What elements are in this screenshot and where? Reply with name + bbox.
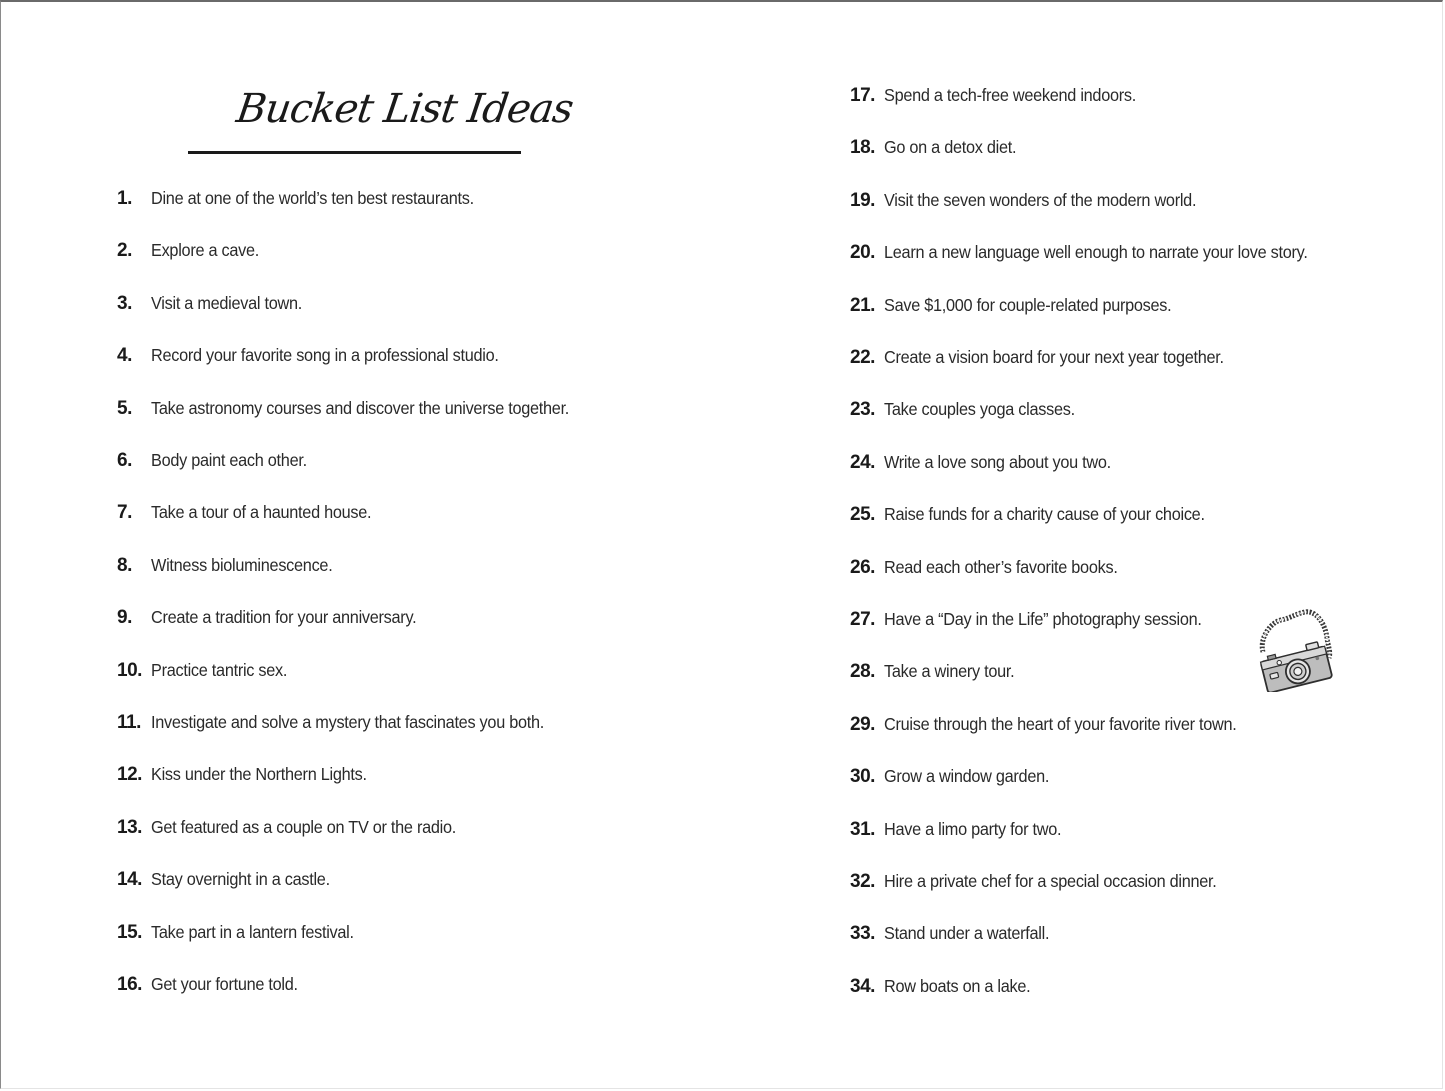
item-number: 6.: [117, 450, 132, 471]
item-text: Kiss under the Northern Lights.: [151, 764, 367, 785]
list-item: [117, 502, 388, 532]
title-underline: [188, 151, 521, 154]
item-number: 24.: [850, 451, 875, 473]
list-item: [850, 452, 1128, 482]
item-text: Investigate and solve a mystery that fascinates you both.: [151, 712, 545, 732]
item-text: Visit a medieval town.: [151, 292, 302, 313]
item-number: 4.: [117, 345, 132, 367]
item-number: 5.: [117, 397, 132, 419]
item-number: 32.: [850, 871, 875, 892]
item-number: 1.: [117, 188, 132, 209]
camera-icon: [1251, 608, 1335, 692]
item-text: Go on a detox diet.: [884, 137, 1017, 158]
list-item: [117, 922, 369, 952]
list-item: [117, 764, 383, 794]
item-number: 11.: [117, 712, 141, 733]
item-number: 19.: [850, 189, 875, 211]
list-item: [117, 555, 346, 585]
item-text: Get your fortune told.: [151, 974, 298, 994]
list-item: [850, 85, 1155, 115]
list-item: [850, 714, 1263, 744]
list-item: [850, 190, 1220, 220]
item-text: Take couples yoga classes.: [884, 399, 1075, 420]
list-item: [850, 609, 1226, 639]
list-item: [850, 295, 1193, 325]
item-text: Cruise through the heart of your favorite river town.: [884, 713, 1237, 734]
item-text: Have a limo party for two.: [884, 818, 1062, 839]
item-number: 21.: [850, 294, 875, 316]
item-number: 9.: [117, 607, 132, 629]
list-item: [117, 712, 574, 742]
item-text: Row boats on a lake.: [884, 975, 1031, 996]
item-number: 8.: [117, 554, 132, 576]
item-text: Spend a tech-free weekend indoors.: [884, 85, 1137, 105]
list-item: [117, 660, 297, 690]
item-text: Raise funds for a charity cause of your choice.: [884, 504, 1205, 525]
list-item: [117, 398, 601, 428]
item-text: Stand under a waterfall.: [884, 923, 1050, 944]
page-title: Bucket List Ideas: [233, 86, 576, 132]
list-item: [117, 607, 436, 637]
item-text: Learn a new language well enough to narrate your love story.: [884, 242, 1308, 263]
item-number: 13.: [117, 816, 142, 838]
list-item: [117, 240, 267, 270]
item-text: Explore a cave.: [151, 240, 259, 261]
list-item: [117, 974, 309, 1004]
item-number: 34.: [850, 975, 875, 997]
item-text: Visit the seven wonders of the modern world.: [884, 189, 1197, 210]
item-text: Write a love song about you two.: [884, 451, 1111, 472]
item-text: Have a “Day in the Life” photography session.: [884, 609, 1202, 629]
list-item: [117, 188, 498, 218]
item-number: 31.: [850, 818, 875, 840]
list-item: [117, 450, 319, 480]
item-text: Hire a private chef for a special occasion dinner.: [884, 871, 1217, 891]
item-text: Grow a window garden.: [884, 766, 1050, 787]
list-item: [850, 242, 1339, 272]
item-number: 20.: [850, 242, 875, 264]
item-text: Stay overnight in a castle.: [151, 869, 330, 890]
item-number: 17.: [850, 85, 875, 106]
item-number: 12.: [117, 764, 142, 786]
item-number: 3.: [117, 292, 132, 314]
list-item: [850, 661, 1024, 691]
list-item: [117, 869, 343, 899]
item-number: 7.: [117, 502, 132, 524]
item-number: 27.: [850, 609, 875, 630]
list-item: [850, 819, 1075, 849]
list-item: [850, 976, 1041, 1006]
list-item: [850, 766, 1062, 796]
item-text: Create a vision board for your next year together.: [884, 347, 1224, 367]
item-number: 10.: [117, 659, 142, 681]
item-text: Take part in a lantern festival.: [151, 921, 354, 942]
item-text: Practice tantric sex.: [151, 659, 288, 680]
item-number: 22.: [850, 347, 875, 368]
item-text: Read each other’s favorite books.: [884, 556, 1118, 577]
list-item: [850, 399, 1089, 429]
item-number: 14.: [117, 869, 142, 891]
list-item: [117, 817, 479, 847]
item-number: 16.: [117, 974, 142, 995]
item-number: 18.: [850, 137, 875, 159]
item-text: Dine at one of the world’s ten best restaurants.: [151, 188, 474, 208]
list-item: [117, 293, 313, 323]
item-text: Witness bioluminescence.: [151, 554, 333, 575]
item-number: 26.: [850, 556, 875, 578]
item-text: Take astronomy courses and discover the universe together.: [151, 397, 570, 418]
item-number: 29.: [850, 713, 875, 735]
list-item: [117, 345, 525, 375]
item-text: Get featured as a couple on TV or the radio.: [151, 816, 456, 837]
item-text: Create a tradition for your anniversary.: [151, 607, 417, 628]
item-text: Take a winery tour.: [884, 661, 1015, 682]
item-number: 30.: [850, 766, 875, 788]
item-number: 28.: [850, 661, 875, 683]
list-item: [850, 504, 1229, 534]
item-number: 15.: [117, 921, 142, 943]
item-text: Save $1,000 for couple-related purposes.: [884, 294, 1172, 315]
item-number: 25.: [850, 504, 875, 526]
item-text: Take a tour of a haunted house.: [151, 502, 372, 523]
list-item: [850, 871, 1242, 901]
list-item: [850, 557, 1135, 587]
list-item: [850, 347, 1249, 377]
list-item: [850, 137, 1026, 167]
item-number: 23.: [850, 399, 875, 421]
item-number: 2.: [117, 240, 132, 262]
item-text: Body paint each other.: [151, 450, 307, 470]
item-number: 33.: [850, 923, 875, 945]
item-text: Record your favorite song in a professional studio.: [151, 345, 499, 366]
list-item: [850, 923, 1062, 953]
